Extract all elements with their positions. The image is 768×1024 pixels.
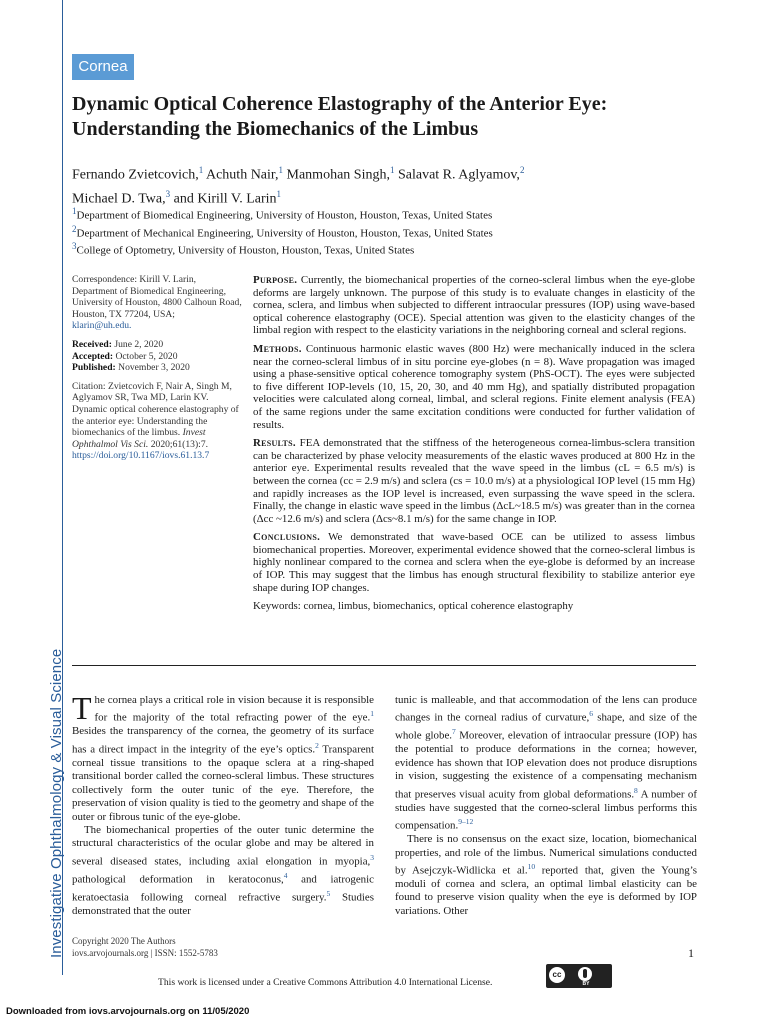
purpose-text: Currently, the biomechanical properties of the corneo-scleral limbus when the eye-globe deforms are largely unknown. The purpose of this study is to evaluate changes in elasticity of the cornea, sclera, and limbus when subjected to different intraocular pressures (IOP) using wave-based optical coherence elastography (OCE). Special attention was given to the elasticity changes of the limbal region with respect to the elasticity variations in the neighboring corneal and scleral regions. bbox=[253, 274, 695, 337]
reference-link[interactable]: 7 bbox=[452, 727, 456, 737]
affiliation-number: 2 bbox=[72, 223, 77, 234]
author-affiliation-ref[interactable]: 1 bbox=[276, 188, 282, 199]
affiliation-text: Department of Biomedical Engineering, University of Houston, Houston, Texas, United States bbox=[76, 209, 493, 222]
reference-link[interactable]: 3 bbox=[370, 852, 374, 862]
correspondence-text: Correspondence: Kirill V. Larin, Department of Biomedical Engineering, University of Houston, 4800 Calhoun Road, Houston, TX 77204, USA; bbox=[72, 274, 242, 320]
drop-cap: T bbox=[72, 690, 92, 726]
body-paragraph bbox=[395, 694, 697, 833]
doi-link[interactable]: https://doi.org/10.1167/iovs.61.13.7 bbox=[72, 450, 210, 462]
license-text[interactable]: This work is licensed under a Creative Commons Attribution 4.0 International License. bbox=[158, 977, 493, 988]
affiliation-text: Department of Mechanical Engineering, University of Houston, Houston, Texas, United States bbox=[76, 227, 493, 240]
affiliation-number: 3 bbox=[72, 241, 77, 252]
affiliation-text: College of Optometry, University of Houston, Houston, Texas, United States bbox=[76, 244, 415, 257]
section-divider bbox=[72, 665, 696, 666]
author-list bbox=[72, 161, 692, 208]
cc-icon: cc bbox=[549, 967, 565, 983]
body-paragraph bbox=[72, 824, 374, 918]
body-text: tunic is malleable, and that accommodation of the lens can produce changes in the corneal radius of curvature, bbox=[395, 694, 697, 725]
author-affiliation-ref[interactable]: 1 bbox=[278, 165, 284, 175]
journal-site: iovs.arvojournals.org | ISSN: 1552-5783 bbox=[72, 948, 218, 958]
author: Fernando Zvietcovich, bbox=[72, 167, 199, 183]
methods-label: Methods. bbox=[253, 342, 302, 355]
reference-link[interactable]: 8 bbox=[634, 785, 638, 795]
accepted-date: October 5, 2020 bbox=[115, 350, 178, 362]
affiliation bbox=[72, 205, 692, 223]
page-number: 1 bbox=[688, 946, 694, 960]
author-affiliation-ref[interactable]: 2 bbox=[519, 165, 525, 175]
body-column-right bbox=[395, 694, 697, 918]
affiliation bbox=[72, 240, 692, 258]
affiliation bbox=[72, 223, 692, 241]
citation-text: Citation: Zvietcovich F, Nair A, Singh M, Aglyamov SR, Twa MD, Larin KV. Dynamic optical coherence elastography of the anterior eye: Understanding the biomechanics of the limbus. bbox=[72, 380, 239, 439]
published-date: November 3, 2020 bbox=[118, 362, 190, 374]
conclusions-label: Conclusions. bbox=[253, 531, 321, 544]
affiliation-number: 1 bbox=[72, 206, 77, 216]
methods-text: Continuous harmonic elastic waves (800 Hz) were mechanically induced in the sclera near the corneo-scleral limbus of in situ porcine eye-globes (n = 8). Wave propagation was imaged using a phase-sensitive optical coherence tomography system (PhS-OCT). The eyes were subjected to five different IOP-levels (10, 15, 20, 30, and 40 mm Hg), and spatially distributed propagation velocities were calculated along corneal, limbal, and scleral regions. Finite element analysis (FEA) of the same regions under the same excitation conditions were conducted for further validation of results. bbox=[253, 342, 695, 431]
person-icon bbox=[578, 967, 592, 981]
copyright: Copyright 2020 The Authors bbox=[72, 936, 176, 946]
body-text: The biomechanical properties of the outer tunic determine the structural characteristics of the ocular globe and may be altered in several diseased states, including axial elongation in myopia, bbox=[72, 823, 374, 868]
results-text: FEA demonstrated that the stiffness of the heterogeneous cornea-limbus-sclera transition can be characterized by phase velocity measurements of the elastic waves produced at 800 Hz in the anterior eye. Experimental results revealed that the wave speed in the limbus (cL = 6.5 m/s) is between the cornea (cc = 2.9 m/s) and sclera (cs = 10.0 m/s) at a physiological IOP level (15 mm Hg) and rapidly increases as the IOP level is increased, even surpassing the wave speed in the sclera. Finally, the change in elastic wave speed in the limbus (ΔcL~18.5 m/s) was greater than in the cornea (Δcc ~12.6 m/s) and sclera (Δcs~8.1 m/s) for the same change in IOP. bbox=[253, 437, 695, 525]
body-text: Studies demonstrated that the outer bbox=[72, 891, 375, 917]
reference-link[interactable]: 9–12 bbox=[458, 817, 474, 827]
author: Salavat R. Aglyamov, bbox=[397, 167, 520, 183]
citation bbox=[72, 381, 242, 462]
accepted-label: Accepted: bbox=[72, 350, 114, 362]
conclusions-text: We demonstrated that wave-based OCE can be utilized to assess limbus biomechanical properties. Moreover, experimental evidence showed that the corneo-scleral limbus is highly nonlinear compared to the cornea and sclera when the eye-globe is deformed by an increase of IOP. This may suggest that the limbus has enough structural flexibility to stabilize anterior eye shape during IOP changes. bbox=[253, 531, 695, 594]
author-affiliation-ref[interactable]: 3 bbox=[165, 188, 171, 199]
reference-link[interactable]: 1 bbox=[370, 709, 374, 719]
received-date: June 2, 2020 bbox=[114, 338, 164, 350]
article-dates bbox=[72, 339, 242, 374]
abstract-methods bbox=[253, 343, 695, 431]
body-text: shape, and size of the whole globe. bbox=[395, 712, 697, 743]
reference-link[interactable]: 4 bbox=[283, 870, 288, 880]
article-title: Dynamic Optical Coherence Elastography of the Anterior Eye: Understanding the Biomechanics of the Limbus bbox=[72, 93, 608, 140]
correspondence bbox=[72, 274, 242, 332]
author: Michael D. Twa, bbox=[72, 191, 166, 207]
purpose-label: Purpose. bbox=[253, 274, 298, 286]
abstract-conclusions bbox=[253, 531, 695, 594]
body-paragraph bbox=[395, 833, 697, 918]
author-affiliation-ref[interactable]: 1 bbox=[389, 165, 395, 175]
footer-info bbox=[72, 935, 218, 959]
journal-name-vertical: Investigative Ophthalmology & Visual Science bbox=[48, 648, 65, 958]
body-text: A number of studies have suggested that the corneo-scleral limbus performs this compensation. bbox=[395, 788, 697, 832]
received-label: Received: bbox=[72, 338, 112, 350]
reference-link[interactable]: 5 bbox=[326, 888, 331, 898]
download-stamp: Downloaded from iovs.arvojournals.org on 11/05/2020 bbox=[6, 1006, 250, 1017]
affiliation-list bbox=[72, 205, 692, 258]
reference-link[interactable]: 10 bbox=[527, 861, 536, 871]
author-affiliation-ref[interactable]: 1 bbox=[198, 165, 204, 175]
citation-volume: 2020;61(13):7. bbox=[150, 438, 209, 450]
body-text: There is no consensus on the exact size, location, biomechanical properties, and role of the limbus. Numerical simulations conducted by Asejczyk-Widlicka et al. bbox=[395, 833, 697, 877]
body-text: and iatrogenic keratoectasia following corneal refractive surgery. bbox=[72, 873, 374, 904]
author: Manmohan Singh, bbox=[286, 167, 390, 183]
citation-journal: Invest Ophthalmol Vis Sci. bbox=[72, 427, 206, 450]
abstract-purpose bbox=[253, 274, 695, 337]
published-label: Published: bbox=[72, 362, 116, 374]
body-text: reported that, given the Young’s moduli of cornea and sclera, an optimal limbal elasticity can be found to preserve vision quality when the eye is deformed by IOP variations. Other bbox=[395, 864, 697, 917]
body-text: pathological deformation in keratoconus, bbox=[72, 873, 284, 886]
results-label: Results. bbox=[253, 437, 296, 450]
cc-by-license-icon[interactable] bbox=[546, 964, 612, 988]
article-sidebar bbox=[72, 274, 242, 469]
body-text: Transparent corneal tissue transitions to the opaque sclera at a ring-shaped transitional border called the corneo-scleral limbus. These structures collectively form the outer tunic of the eye. Therefore, the preservation of vision quality is tied to the geometry and shape of the outer or fibrous tunic of the eye-globe. bbox=[72, 743, 375, 823]
abstract-results bbox=[253, 437, 695, 525]
body-paragraph bbox=[72, 690, 375, 824]
body-text: Moreover, elevation of intraocular pressure (IOP) has the potential to produce deformations in the cornea; however, evidence has shown that IOP elevation does not produce disruptions in vision, suggesting the existence of a compensating mechanism that preserves visual acuity from global deformations. bbox=[395, 730, 697, 801]
author: Achuth Nair, bbox=[205, 167, 279, 183]
abstract bbox=[253, 274, 695, 619]
body-column-left bbox=[72, 690, 375, 918]
by-label: BY bbox=[582, 981, 590, 987]
correspondence-email-link[interactable]: klarin@uh.edu. bbox=[72, 320, 132, 332]
keywords: Keywords: cornea, limbus, biomechanics, optical coherence elastography bbox=[253, 600, 574, 613]
reference-link[interactable]: 2 bbox=[315, 740, 319, 750]
body-text: Besides the transparency of the cornea, the geometry of its surface has a direct impact in the integrity of the eye’s optics. bbox=[72, 725, 374, 756]
author: and Kirill V. Larin bbox=[173, 191, 277, 207]
reference-link[interactable]: 6 bbox=[589, 709, 593, 719]
section-badge: Cornea bbox=[72, 54, 134, 80]
body-text: he cornea plays a critical role in vision because it is responsible for the majority of the total refracting power of the eye. bbox=[94, 694, 374, 725]
